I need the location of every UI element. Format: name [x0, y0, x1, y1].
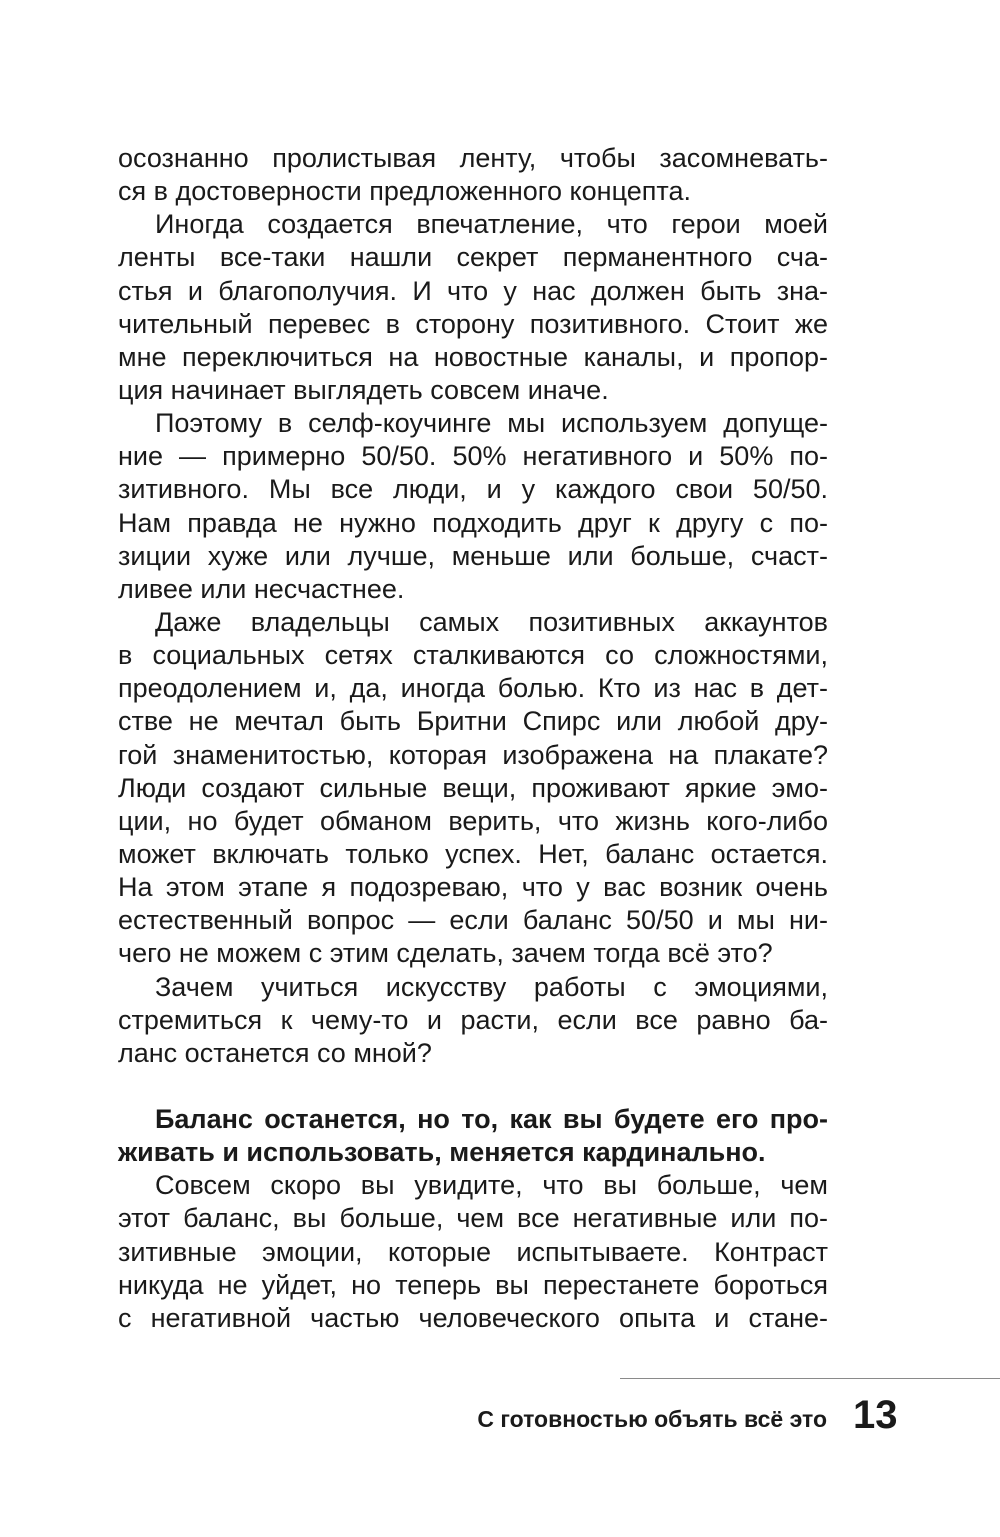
- text-line: никуда не уйдет, но теперь вы перестанете бороться: [118, 1269, 828, 1300]
- text-line: этот баланс, вы больше, чем все негативные или по-: [118, 1203, 828, 1234]
- text-line: Люди создают сильные вещи, проживают яркие эмо-: [118, 772, 828, 803]
- text-line: Зачем учиться искусству работы с эмоциями,: [155, 971, 828, 1002]
- text-line: может включать только успех. Нет, баланс остается.: [118, 838, 828, 869]
- text-line: зиции хуже или лучше, меньше или больше, счаст-: [118, 540, 828, 571]
- text-line: Иногда создается впечатление, что герои моей: [155, 209, 828, 240]
- text-line: Совсем скоро вы увидите, что вы больше, чем: [155, 1170, 828, 1201]
- text-line: стремиться к чему-то и расти, если все равно ба-: [118, 1004, 828, 1035]
- text-line: осознанно пролистывая ленту, чтобы засомневать-: [118, 143, 828, 173]
- text-line: ленты все-таки нашли секрет перманентного сча-: [118, 242, 828, 273]
- page-body-text: [118, 142, 828, 1335]
- footer-divider: [620, 1378, 1000, 1379]
- text-line: чего не можем с этим сделать, зачем тогда всё это?: [118, 938, 773, 969]
- paragraph-gap: [118, 1070, 828, 1103]
- text-line: чительный перевес в сторону позитивного. Стоит же: [118, 308, 828, 339]
- bold-text-line: Баланс останется, но то, как вы будете его про-: [155, 1103, 828, 1134]
- page-number: 13: [853, 1393, 898, 1437]
- text-line: с негативной частью человеческого опыта и стане-: [118, 1302, 828, 1333]
- text-line: преодолением и, да, иногда болью. Кто из нас в дет-: [118, 673, 828, 704]
- bold-text-line: живать и использовать, меняется кардинально.: [118, 1137, 766, 1168]
- text-line: мне переключиться на новостные каналы, и пропор-: [118, 341, 828, 372]
- text-line: стве не мечтал быть Бритни Спирс или любой дру-: [118, 706, 828, 737]
- text-line: Нам правда не нужно подходить друг к другу с по-: [118, 507, 828, 538]
- text-line: ливее или несчастнее.: [118, 573, 405, 604]
- running-title: С готовностью объять всё это: [477, 1406, 827, 1432]
- text-line: Поэтому в селф-коучинге мы используем допуще-: [155, 408, 828, 439]
- text-line: ся в достоверности предложенного концепта.: [118, 176, 691, 207]
- text-line: естественный вопрос — если баланс 50/50 и мы ни-: [118, 905, 828, 936]
- text-line: На этом этапе я подозреваю, что у вас возник очень: [118, 872, 828, 903]
- text-line: в социальных сетях сталкиваются со сложностями,: [118, 640, 828, 671]
- text-line: гой знаменитостью, которая изображена на плакате?: [118, 739, 828, 770]
- text-line: ланс останется со мной?: [118, 1037, 432, 1068]
- text-line: зитивного. Мы все люди, и у каждого свои 50/50.: [118, 474, 828, 505]
- text-line: Даже владельцы самых позитивных аккаунтов: [155, 606, 828, 637]
- text-line: стья и благополучия. И что у нас должен быть зна-: [118, 275, 828, 306]
- text-line: ние — примерно 50/50. 50% негативного и 50% по-: [118, 441, 828, 472]
- text-line: ции, но будет обманом верить, что жизнь кого-либо: [118, 805, 828, 836]
- text-line: зитивные эмоции, которые испытываете. Контраст: [118, 1236, 828, 1267]
- text-line: ция начинает выглядеть совсем иначе.: [118, 374, 609, 405]
